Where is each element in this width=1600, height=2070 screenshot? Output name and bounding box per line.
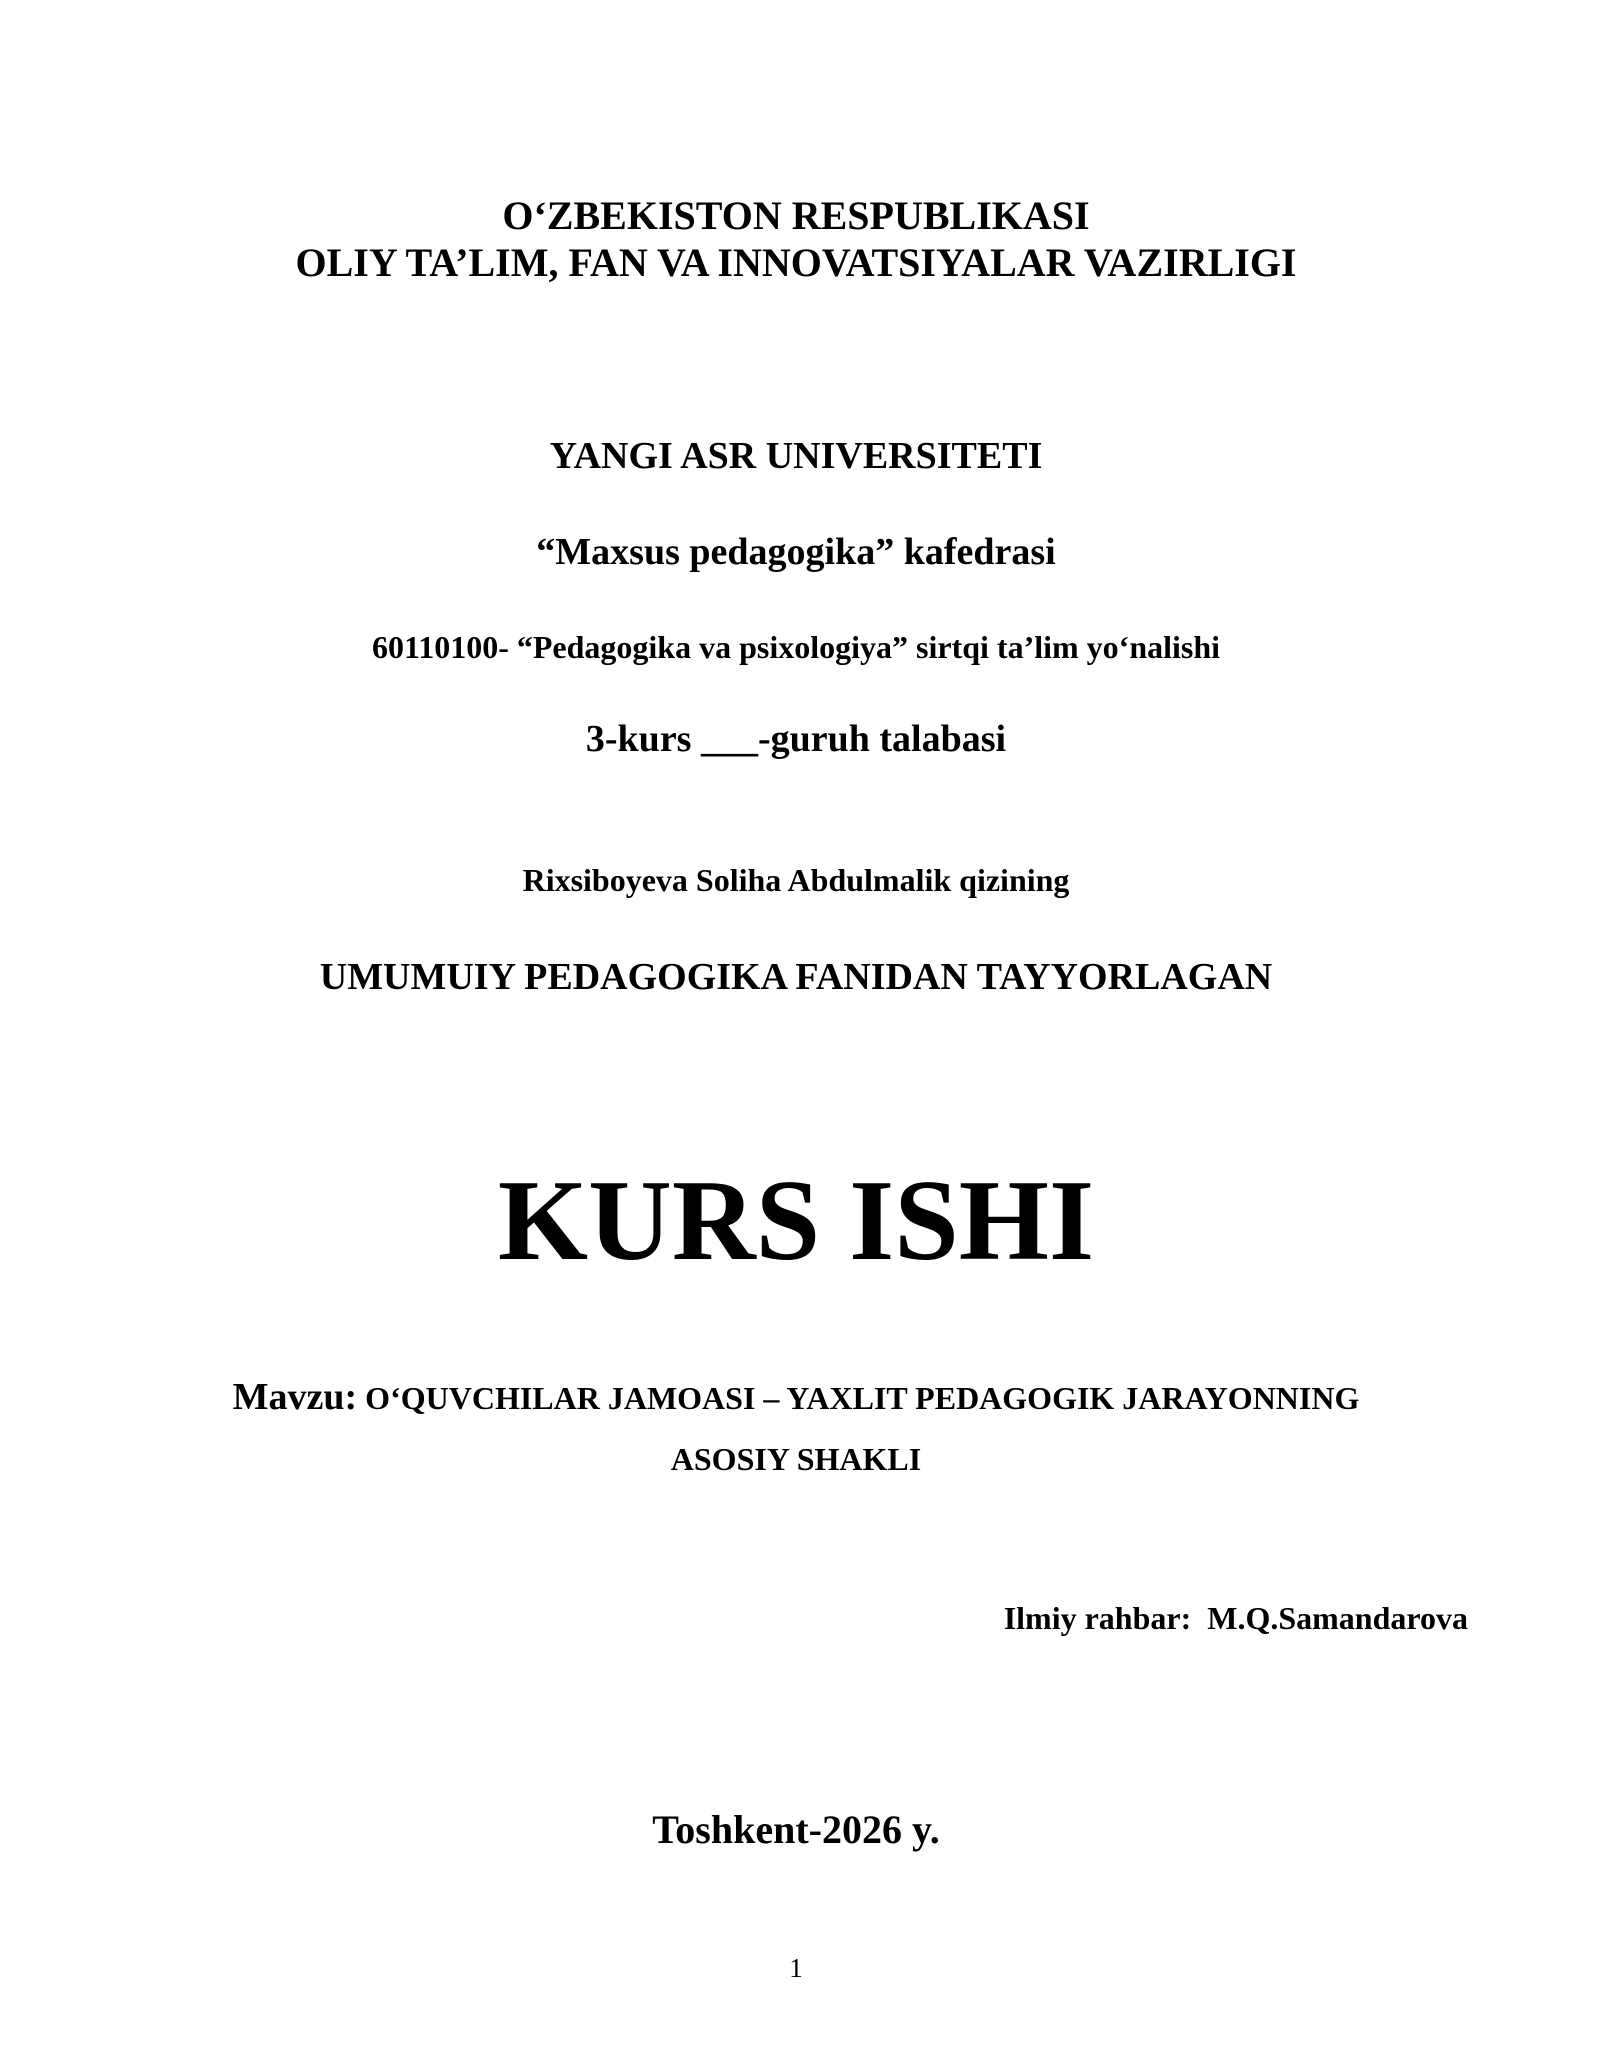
work-type-title: KURS ISHI <box>497 1157 1095 1285</box>
study-direction: 60110100- “Pedagogika va psixologiya” sirtqi ta’lim yo‘nalishi <box>371 629 1221 665</box>
ministry-title-line-2: OLIY TA’LIM, FAN VA INNOVATSIYALAR VAZIRLIGI <box>295 240 1297 285</box>
subject-line: UMUMUIY PEDAGOGIKA FANIDAN TAYYORLAGAN <box>319 956 1273 998</box>
supervisor-name: M.Q.Samandarova <box>1207 1600 1468 1636</box>
city-year: Toshkent-2026 y. <box>652 1807 940 1852</box>
university-name: YANGI ASR UNIVERSITETI <box>549 435 1043 477</box>
ministry-title-line-1: O‘ZBEKISTON RESPUBLIKASI <box>502 193 1090 238</box>
topic-text-1: O‘QUVCHILAR JAMOASI – YAXLIT PEDAGOGIK JARAYONNING <box>357 1380 1360 1416</box>
topic-label: Mavzu: <box>232 1376 358 1418</box>
topic-line-2: ASOSIY SHAKLI <box>670 1441 922 1477</box>
page-number: 1 <box>789 1953 803 1983</box>
course-group: 3-kurs ___-guruh talabasi <box>585 718 1007 760</box>
topic-line-1 <box>0 1378 1596 1416</box>
department-name: “Maxsus pedagogika” kafedrasi <box>536 531 1056 573</box>
supervisor-label: Ilmiy rahbar: <box>1003 1600 1192 1636</box>
student-name: Rixsiboyeva Soliha Abdulmalik qizining <box>522 862 1070 898</box>
supervisor-line <box>0 1602 1468 1634</box>
